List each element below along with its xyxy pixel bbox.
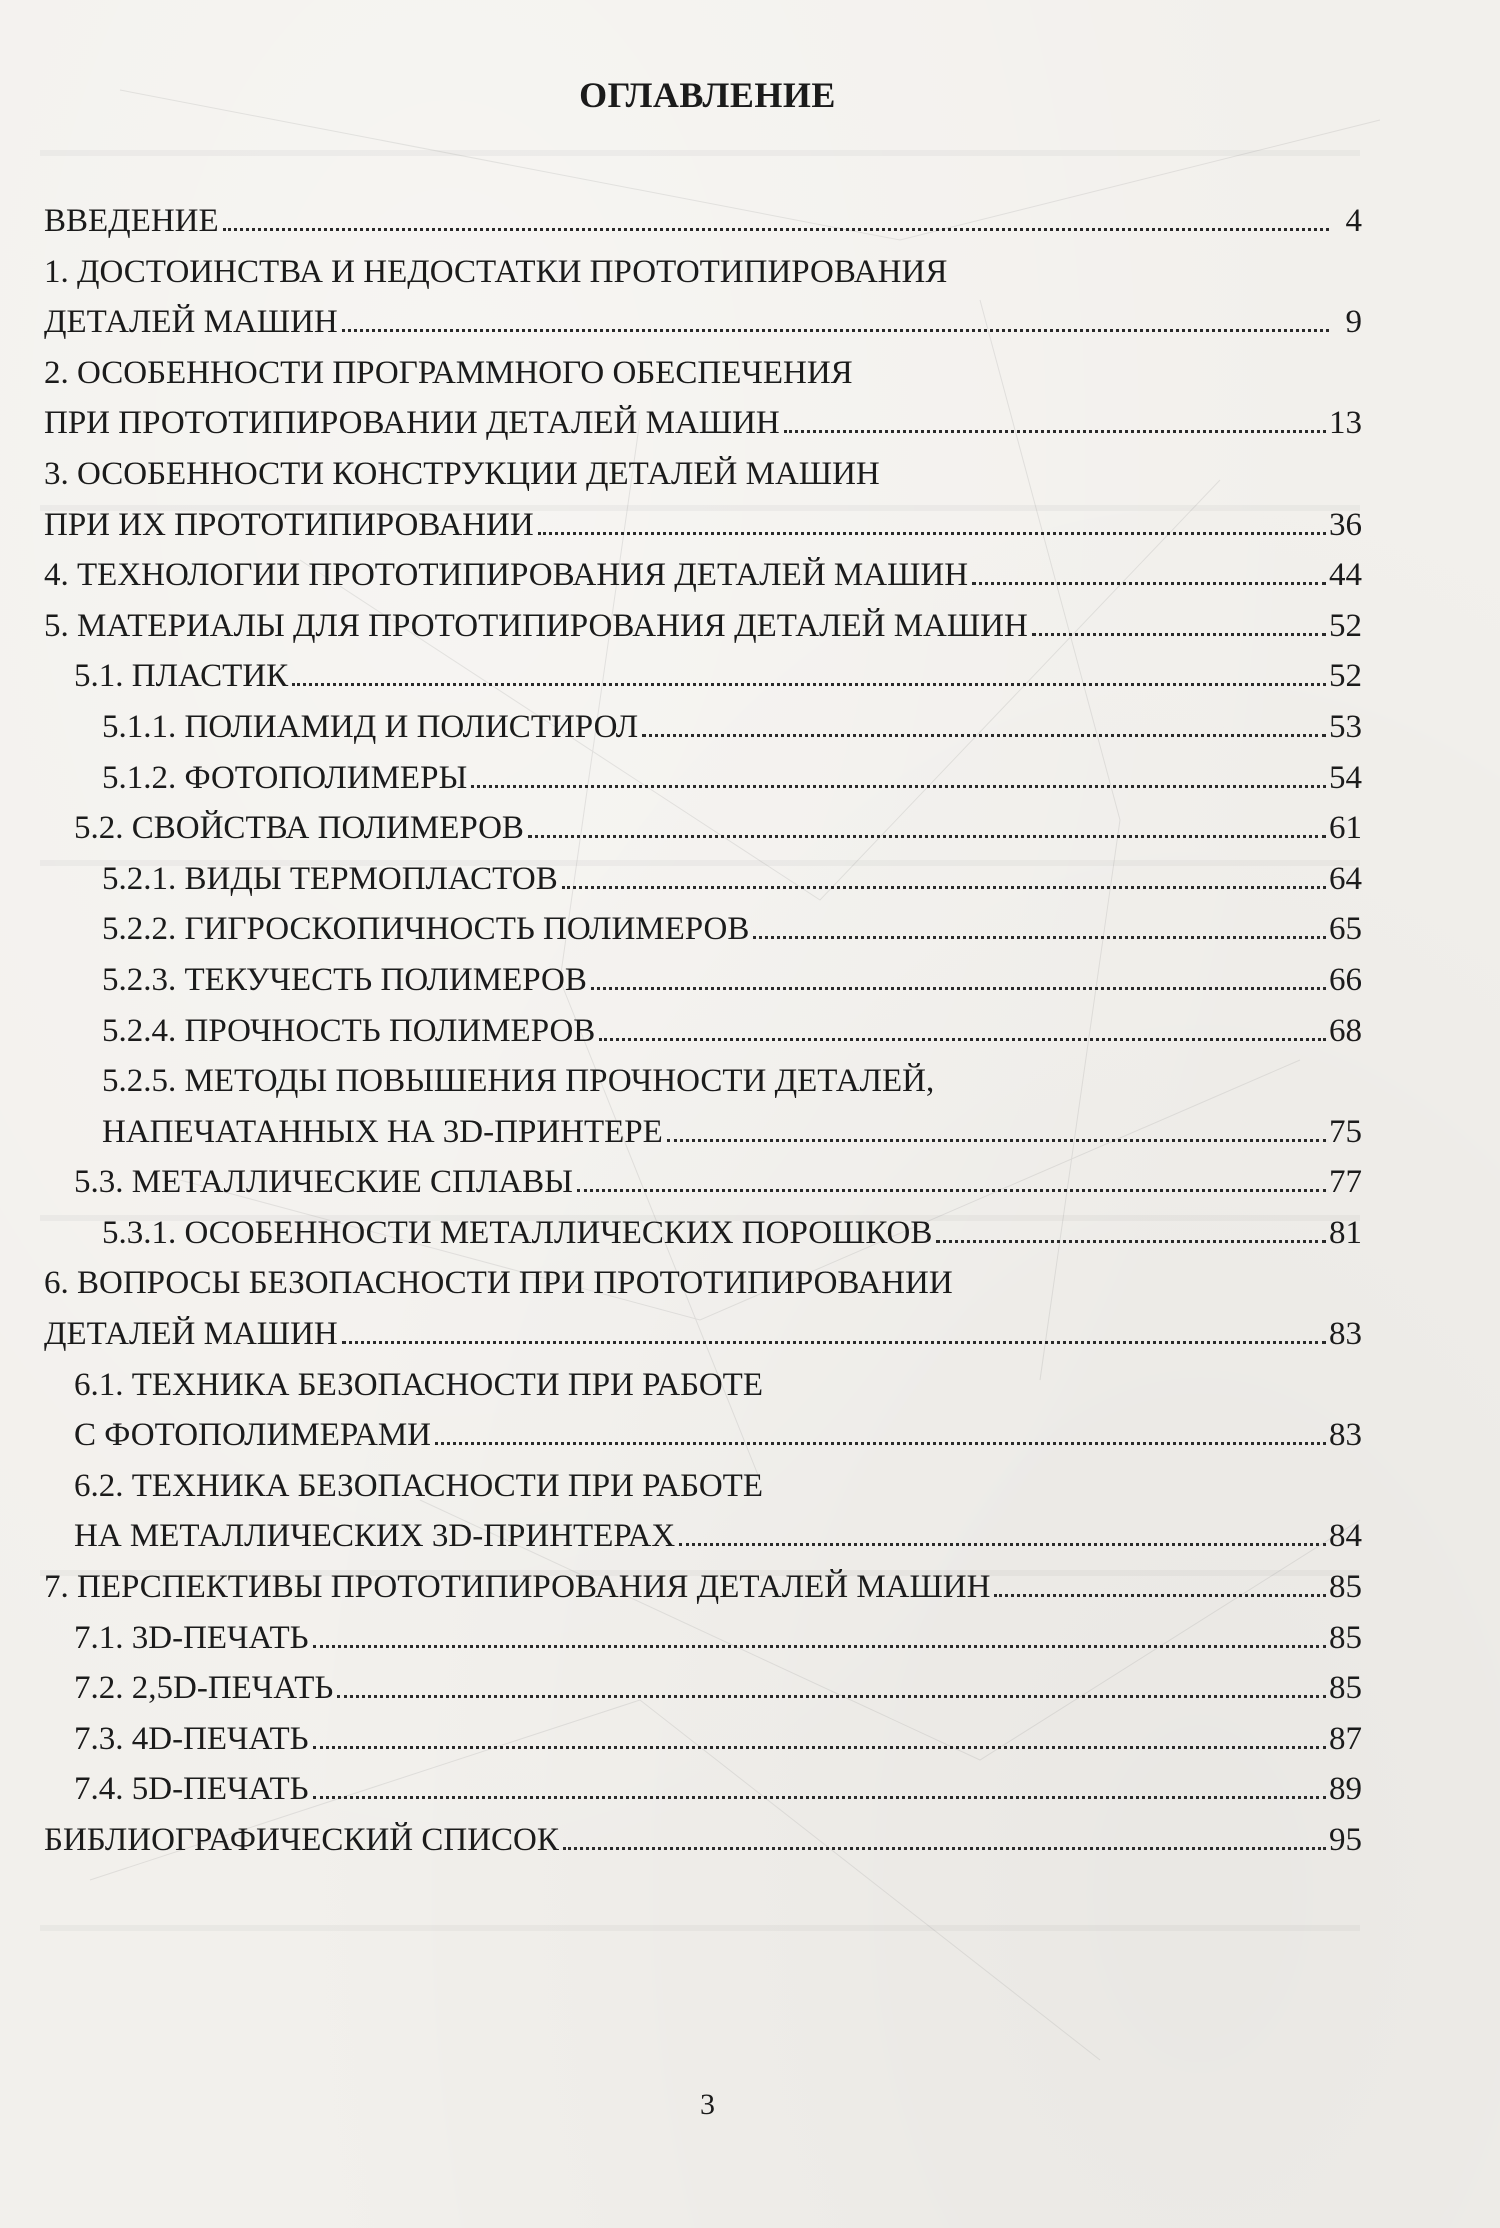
toc-title: ОГЛАВЛЕНИЕ [579,75,836,115]
toc-entry-line [102,1006,1362,1057]
toc-entry-line [102,1107,1362,1158]
toc-entry-title: 5.2.5. МЕТОДЫ ПОВЫШЕНИЯ ПРОЧНОСТИ ДЕТАЛЕЙ, [102,1063,935,1100]
toc-page-number: 81 [1329,1214,1362,1251]
toc-page-number: 13 [1329,405,1362,442]
toc-entry [44,348,1362,449]
toc-entry-line [74,1461,1362,1512]
toc-entry-line [44,348,1362,399]
dot-leader [994,1574,1326,1597]
toc-page-number: 44 [1329,557,1362,594]
toc-entry-title: 5.3. МЕТАЛЛИЧЕСКИЕ СПЛАВЫ [74,1164,573,1201]
toc-page-number: 54 [1329,759,1362,796]
toc-entry-title: ВВЕДЕНИЕ [44,203,219,239]
toc-page-number: 85 [1329,1569,1362,1606]
toc-page-number: 68 [1329,1012,1362,1049]
toc-entry-line [74,1663,1362,1714]
toc-entry-line [44,1562,1362,1613]
dot-leader [591,966,1326,989]
dot-leader [528,815,1326,838]
toc-entry-title: 5.2.4. ПРОЧНОСТЬ ПОЛИМЕРОВ [102,1012,596,1049]
dot-leader [563,1827,1326,1850]
toc-entry-line [74,651,1362,702]
toc-entry [44,449,1362,550]
toc-page-number: 36 [1329,506,1362,543]
toc-entry-title: 5.1. ПЛАСТИК [74,658,289,695]
toc-entry-title: ПРИ ПРОТОТИПИРОВАНИИ ДЕТАЛЕЙ МАШИН [44,405,780,442]
toc-entry-line [44,1309,1362,1360]
toc-entry [44,803,1362,854]
toc-entry-line [44,449,1362,500]
toc-entry-line [44,247,1362,298]
toc-entry-line [44,196,1362,247]
toc-entry-line [102,1208,1362,1259]
toc-entry-title: 7.2. 2,5D-ПЕЧАТЬ [74,1670,334,1707]
toc-entry-title: 5.2.1. ВИДЫ ТЕРМОПЛАСТОВ [102,860,558,897]
toc-entry-line [74,1157,1362,1208]
toc-entry-title: 1. ДОСТОИНСТВА И НЕДОСТАТКИ ПРОТОТИПИРОВАНИЯ [44,253,948,290]
toc-entry [44,854,1362,905]
toc-entry-line [102,702,1362,753]
toc-entry-line [74,1410,1362,1461]
toc-entry-title: НА МЕТАЛЛИЧЕСКИХ 3D-ПРИНТЕРАХ [74,1518,676,1555]
toc-entry [44,753,1362,804]
toc-page-number: 75 [1329,1113,1362,1150]
toc-entry-line [102,904,1362,955]
page-number: 3 [700,2088,715,2121]
toc-entry [44,196,1362,247]
toc-entry [44,1764,1362,1815]
toc-entry [44,955,1362,1006]
dot-leader [538,511,1326,534]
toc-entry-title: НАПЕЧАТАННЫХ НА 3D-ПРИНТЕРЕ [102,1113,663,1150]
toc-entry-line [74,803,1362,854]
toc-entry-title: ПРИ ИХ ПРОТОТИПИРОВАНИИ [44,506,534,543]
dot-leader [936,1219,1326,1242]
toc-page-number: 83 [1329,1417,1362,1454]
toc-entry-title: 7.4. 5D-ПЕЧАТЬ [74,1771,309,1808]
dot-leader [292,663,1326,686]
toc-page-number: 89 [1329,1771,1362,1808]
toc-page-number: 9 [1345,304,1362,341]
toc-entry-line [102,854,1362,905]
toc-page-number: 66 [1329,961,1362,998]
toc-entry-line [44,297,1362,348]
toc-entry-line [74,1511,1362,1562]
toc-entry-line [74,1714,1362,1765]
toc-entry [44,1663,1362,1714]
dot-leader [313,1725,1326,1748]
toc-entry [44,1006,1362,1057]
toc-entry [44,1157,1362,1208]
toc-entry-line [74,1764,1362,1815]
toc-entry [44,1461,1362,1562]
dot-leader [667,1118,1326,1141]
toc-entry-title: 6. ВОПРОСЫ БЕЗОПАСНОСТИ ПРИ ПРОТОТИПИРОВАНИИ [44,1265,953,1302]
toc-page-number: 52 [1329,658,1362,695]
toc-entry-line [74,1613,1362,1664]
toc-entry [44,904,1362,955]
toc-page-number: 4 [1345,203,1362,239]
toc-entry-line [102,955,1362,1006]
table-of-contents [44,196,1362,1866]
toc-entry [44,1613,1362,1664]
dot-leader [972,562,1326,585]
toc-entry-line [44,1258,1362,1309]
toc-entry-title: ДЕТАЛЕЙ МАШИН [44,304,338,341]
dot-leader [313,1624,1326,1647]
toc-entry [44,1258,1362,1359]
toc-page-number: 61 [1329,810,1362,847]
dot-leader [435,1422,1326,1445]
toc-page-number: 95 [1329,1822,1362,1858]
toc-page-number: 52 [1329,607,1362,644]
toc-entry-title: 4. ТЕХНОЛОГИИ ПРОТОТИПИРОВАНИЯ ДЕТАЛЕЙ МАШИН [44,557,969,594]
toc-page-number: 83 [1329,1316,1362,1353]
toc-page-number: 77 [1329,1164,1362,1201]
toc-entry-title: 7.1. 3D-ПЕЧАТЬ [74,1619,309,1656]
toc-entry [44,1056,1362,1157]
dot-leader [313,1776,1326,1799]
toc-entry [44,651,1362,702]
dot-leader [223,208,1329,231]
dot-leader [1032,612,1326,635]
toc-entry [44,247,1362,348]
toc-entry-title: 7.3. 4D-ПЕЧАТЬ [74,1720,309,1757]
toc-entry-line [74,1360,1362,1411]
toc-entry-title: 7. ПЕРСПЕКТИВЫ ПРОТОТИПИРОВАНИЯ ДЕТАЛЕЙ МАШИН [44,1569,991,1606]
toc-entry-line [44,550,1362,601]
toc-entry-title: 3. ОСОБЕННОСТИ КОНСТРУКЦИИ ДЕТАЛЕЙ МАШИН [44,455,880,492]
toc-page-number: 85 [1329,1619,1362,1656]
toc-entry-title: 2. ОСОБЕННОСТИ ПРОГРАММНОГО ОБЕСПЕЧЕНИЯ [44,354,853,391]
toc-page-number: 87 [1329,1720,1362,1757]
dot-leader [471,764,1326,787]
toc-entry-line [44,601,1362,652]
toc-entry-line [102,1056,1362,1107]
toc-entry-title: 5.2.2. ГИГРОСКОПИЧНОСТЬ ПОЛИМЕРОВ [102,911,750,948]
toc-entry [44,1714,1362,1765]
toc-entry-title: БИБЛИОГРАФИЧЕСКИЙ СПИСОК [44,1822,559,1858]
toc-entry-title: 5.3.1. ОСОБЕННОСТИ МЕТАЛЛИЧЕСКИХ ПОРОШКОВ [102,1214,933,1251]
toc-entry-title: 5.1.1. ПОЛИАМИД И ПОЛИСТИРОЛ [102,708,639,745]
dot-leader [577,1169,1326,1192]
toc-entry-title: 5. МАТЕРИАЛЫ ДЛЯ ПРОТОТИПИРОВАНИЯ ДЕТАЛЕЙ МАШИН [44,607,1028,644]
dot-leader [679,1523,1326,1546]
toc-entry-title: 5.2.3. ТЕКУЧЕСТЬ ПОЛИМЕРОВ [102,961,587,998]
toc-entry-title: 5.2. СВОЙСТВА ПОЛИМЕРОВ [74,810,524,847]
toc-entry-line [102,753,1362,804]
toc-entry-line [44,1815,1362,1866]
toc-entry [44,550,1362,601]
dot-leader [753,916,1326,939]
toc-entry [44,702,1362,753]
toc-entry-title: ДЕТАЛЕЙ МАШИН [44,1316,338,1353]
toc-entry [44,1562,1362,1613]
toc-page-number: 84 [1329,1518,1362,1555]
dot-leader [642,713,1326,736]
toc-entry-title: 6.1. ТЕХНИКА БЕЗОПАСНОСТИ ПРИ РАБОТЕ [74,1366,763,1403]
toc-entry [44,1360,1362,1461]
dot-leader [342,1321,1326,1344]
toc-entry [44,1815,1362,1866]
dot-leader [337,1675,1326,1698]
toc-page-number: 65 [1329,911,1362,948]
dot-leader [342,309,1329,332]
toc-entry [44,1208,1362,1259]
toc-entry [44,601,1362,652]
toc-entry-title: 6.2. ТЕХНИКА БЕЗОПАСНОСТИ ПРИ РАБОТЕ [74,1467,763,1504]
dot-leader [599,1017,1326,1040]
toc-entry-title: С ФОТОПОЛИМЕРАМИ [74,1417,431,1454]
toc-page-number: 53 [1329,708,1362,745]
dot-leader [784,410,1326,433]
toc-entry-title: 5.1.2. ФОТОПОЛИМЕРЫ [102,759,468,796]
toc-page-number: 64 [1329,860,1362,897]
dot-leader [562,865,1326,888]
toc-page-number: 85 [1329,1670,1362,1707]
toc-entry-line [44,500,1362,551]
toc-entry-line [44,398,1362,449]
